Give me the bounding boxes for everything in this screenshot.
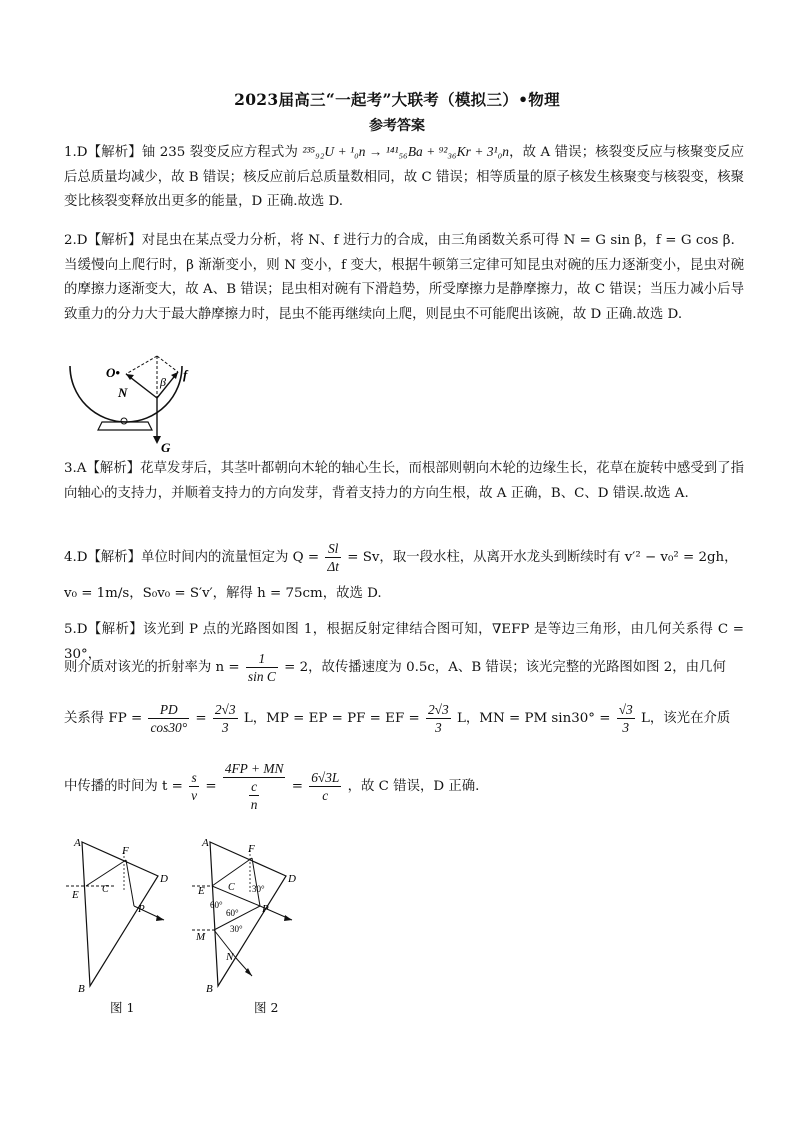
fig2-label-D: D	[288, 873, 296, 885]
fig2-label-M: M	[196, 931, 206, 943]
time-fraction-1-den: v	[191, 788, 198, 803]
label-f: f	[183, 367, 188, 382]
fig2-angle-60-1: 60°	[210, 900, 223, 910]
fig2-label-B: B	[206, 983, 213, 995]
fig1-label-P: P	[138, 903, 145, 915]
fig1-label-B: B	[78, 983, 85, 995]
prism-figure-2	[188, 836, 298, 996]
gravity-arrowhead	[153, 436, 161, 444]
mn-fraction-num: √3	[618, 702, 633, 717]
time-fraction-3	[309, 769, 341, 804]
fp-value-den: 3	[221, 720, 229, 735]
answer-1-label: 1.D【解析】	[64, 145, 142, 160]
ef-fraction	[426, 701, 451, 736]
fig2-label-N: N	[226, 951, 234, 963]
ray-F-P	[126, 860, 134, 906]
answer-5-line3	[64, 701, 744, 736]
friction-arrowhead	[171, 372, 178, 379]
ef-fraction-num: 2√3	[427, 702, 449, 717]
answer-2	[64, 229, 744, 327]
prism-figure-1	[60, 836, 170, 996]
fig1-label-A: A	[74, 837, 81, 849]
fig2-label-F: F	[248, 843, 255, 855]
answer-5-line3-d: L，该光在介质	[641, 711, 731, 726]
answer-4-text-b: = Sv，取一段水柱，从离开水龙头到断续时有 v′² − v₀² = 2gh，	[347, 550, 738, 565]
fig2-label-E: E	[198, 885, 205, 897]
fig2-angle-30-1: 30°	[252, 884, 265, 894]
flow-fraction-den: Δt	[327, 559, 339, 574]
answer-5-line3-c: L，MN = PM sin30° =	[457, 711, 611, 726]
label-beta: β	[160, 375, 166, 389]
time-fraction-3-den: c	[322, 788, 329, 803]
answer-5-line2	[64, 650, 744, 685]
answer-4-text-c: v₀ = 1m/s，S₀v₀ = S′v′，解得 h = 75cm，故选 D.	[64, 586, 382, 601]
fp-fraction-num: PD	[148, 701, 189, 719]
flow-fraction	[325, 540, 341, 575]
fig2-ray-F-P	[252, 858, 260, 906]
exit-arrowhead	[156, 915, 164, 921]
ray-E-F	[86, 860, 126, 886]
fig2-label-C: C	[228, 882, 235, 893]
equals-sign: =	[195, 711, 207, 726]
fp-value-fraction	[213, 701, 238, 736]
fig2-angle-60-2: 60°	[226, 908, 239, 918]
answer-3	[64, 457, 744, 506]
answer-1-text-a: 铀 235 裂变反应方程式为	[141, 145, 298, 160]
answer-5-line3-a: 关系得 FP =	[64, 711, 143, 726]
time-fraction-2-num: 4FP + MN	[224, 761, 284, 776]
fig2-exit-arrowhead	[284, 915, 292, 921]
dashed-construction-2	[157, 356, 178, 372]
time-fraction-1	[189, 769, 199, 804]
ef-fraction-den: 3	[435, 720, 442, 735]
answer-3-text: 花草发芽后，其茎叶都朝向木轮的轴心生长，而根部则朝向木轮的边缘生长，花草在旋转中感受到了指向轴心的支持力，并顺着支持力的方向发芽，背着支持力的方向生根，故 A 正确，B、C、D 错误.故选 A.	[64, 461, 744, 501]
bowl-base	[98, 422, 152, 430]
answer-2-text: 对昆虫在某点受力分析，将 N、f 进行力的合成，由三角函数关系可得 N = G sin β，f = G cos β．当缓慢向上爬行时，β 渐渐变小，则 N 变小，f 变大，根据牛顿第三定律可知昆虫对碗的压力逐渐变小，昆虫对碗的摩擦力逐渐变大，故 A、B 错误；昆虫相对碗有下滑趋势，所受摩擦力是静摩擦力，故 C 错误；当压力减小后导致重力的分力大于最大静摩擦力时，昆虫不能再继续向上爬，则昆虫不可能爬出该碗，故 D 正确.故选 D.	[64, 233, 744, 322]
mn-fraction-den: 3	[622, 720, 630, 735]
index-fraction-num: 1	[246, 650, 278, 668]
answer-5-line3-b: L，MP = EP = PF = EF =	[243, 711, 420, 726]
answer-4-label: 4.D【解析】	[64, 550, 142, 565]
label-N: N	[118, 385, 128, 400]
insect-bowl-figure	[60, 352, 210, 456]
time-fraction-2	[223, 760, 286, 813]
fp-value-num: 2√3	[214, 702, 236, 717]
answer-1-equation: ²³⁵₉₂U + ¹₀n → ¹⁴¹₅₆Ba + ⁹²₃₆Kr + 3¹₀n	[302, 144, 509, 159]
index-fraction	[246, 650, 278, 685]
fig2-label-P: P	[262, 903, 269, 915]
page-title: 2023届高三“一起考”大联考（模拟三）•物理	[234, 90, 560, 109]
nested-num: c	[249, 778, 260, 796]
dashed-construction-3	[126, 356, 157, 374]
time-fraction-2-den	[223, 778, 286, 813]
answer-4	[64, 540, 744, 575]
answer-4-line2	[64, 582, 744, 607]
fig2-label-A: A	[202, 837, 209, 849]
time-fraction-3-num: 6√3L	[311, 770, 340, 785]
figure-2-caption: 图 2	[254, 1000, 279, 1015]
flow-fraction-num: Sl	[325, 540, 341, 558]
answer-5-line4: 中传播的时间为 t = $\frac{s}{v}$ = $\frac{4FP + MN}{\frac{c}{n}}$ = $\frac{6√3L}{c}$ ，故 C 错误，D 正确.	[64, 761, 480, 812]
label-G: G	[161, 440, 171, 455]
fp-fraction	[148, 701, 189, 736]
answer-5-line2-a: 则介质对该光的折射率为 n =	[64, 660, 240, 675]
time-fraction-1-num: s	[189, 769, 199, 787]
fig1-label-D: D	[160, 873, 168, 885]
answer-3-label: 3.A【解析】	[64, 461, 141, 476]
answer-5-line2-b: = 2，故传播速度为 0.5c，A、B 错误；该光完整的光路图如图 2，由几何	[284, 660, 726, 675]
fig2-angle-30-2: 30°	[230, 924, 243, 934]
answer-5-line4-b: ，故 C 错误，D 正确.	[347, 779, 480, 794]
fig1-label-E: E	[72, 889, 79, 901]
label-O: O•	[106, 365, 120, 380]
answer-5-line1-text: 该光到 P 点的光路图如图 1，根据反射定律结合图可知，∇EFP 是等边三角形，由几何关系得 C = 30°，	[64, 622, 744, 662]
index-fraction-den: sin C	[247, 669, 276, 684]
mn-fraction	[617, 701, 635, 736]
prism-outline-2	[210, 842, 286, 986]
bowl-foot-dot	[121, 418, 127, 424]
answer-5-line4-a: 中传播的时间为 t =	[64, 779, 183, 794]
nested-den: n	[250, 797, 258, 812]
fp-fraction-den: cos30°	[150, 720, 188, 735]
answer-2-label: 2.D【解析】	[64, 233, 142, 248]
page-subtitle: 参考答案	[369, 118, 425, 134]
answer-5-label: 5.D【解析】	[64, 622, 144, 637]
figure-1-caption: 图 1	[110, 1000, 135, 1015]
answer-4-text-a: 单位时间内的流量恒定为 Q =	[141, 550, 320, 565]
fig1-label-C: C	[102, 884, 109, 895]
answer-1	[64, 140, 744, 215]
answer-1-text-b: ，故 A 错误；核裂变反应与核聚变反应后总质量均减少，故 B 错误；核反应前后总质量数相同，故 C 错误；相等质量的原子核发生核聚变与核裂变，核聚变比核裂变释放出更多的能量，D 正确.故选 D.	[64, 145, 744, 209]
fig1-label-F: F	[122, 845, 129, 857]
